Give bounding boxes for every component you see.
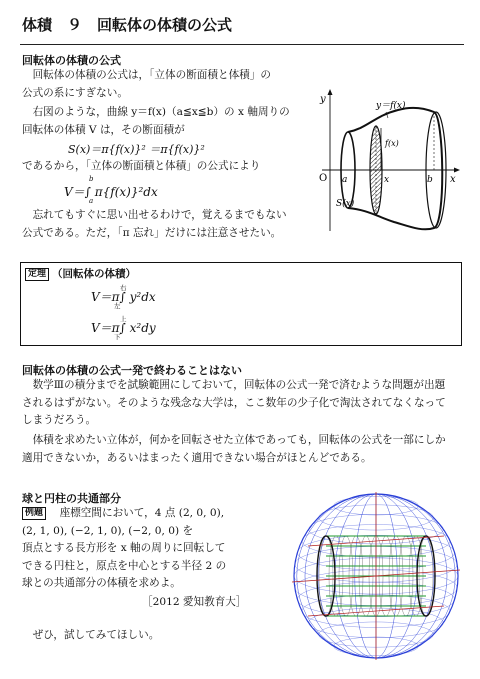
section-heading-sphere-cylinder: 球と円柱の共通部分: [22, 492, 121, 505]
solid-of-revolution-figure: [312, 86, 462, 236]
solid-outline: [348, 108, 442, 229]
example-tag: 例題: [22, 507, 46, 520]
s1-integral-upper: b: [89, 175, 94, 183]
s2-paragraph-2: 体積を求めたい立体が，何かを回転させた立体であっても，回転体の公式を一部にしか 適用できないか，あるいはまったく適用できない場合がほとんどである。: [22, 434, 446, 464]
curve-label: y＝f(x): [376, 101, 406, 111]
theorem-eq2-upper: 上: [120, 315, 127, 323]
x-axis-label: x: [450, 174, 456, 185]
a-label: a: [342, 175, 348, 185]
section-heading-volume-formula: 回転体の体積の公式: [22, 54, 121, 67]
theorem-title: （回転体の体積）: [52, 268, 137, 280]
closing-remark: ぜひ，試してみてほしい。: [22, 629, 160, 641]
origin-label: O: [319, 173, 328, 184]
sphere-cylinder-figure: [288, 488, 464, 664]
b-label: b: [427, 175, 433, 185]
theorem-eq1-lower: 左: [114, 302, 121, 310]
theorem-eq2-lower: 下: [114, 333, 121, 341]
theorem-heading: [25, 266, 136, 281]
s1-paragraph-1: 回転体の体積の公式は，「立体の断面積と体積」の 公式の系にすぎない。: [22, 69, 271, 99]
s1-paragraph-2: 右図のような，曲線 y＝f(x)（a≦x≦b）の x 軸周りの 回転体の体積 V は，その断面積が: [22, 106, 290, 136]
page-title: 体積 ９ 回転体の体積の公式: [22, 16, 233, 34]
theorem-tag: 定理: [25, 268, 49, 281]
header-rule: [20, 44, 464, 45]
s1-equation-cross-section: S(x)＝π{f(x)}² ＝π{f(x)}²: [68, 143, 205, 156]
fx-label: f(x): [385, 139, 399, 148]
problem-source: ［2012 愛知教育大］: [142, 596, 247, 608]
example-problem: 例題 座標空間において，4 点 (2, 0, 0), (2, 1, 0), (−2, 1, 0), (−2, 0, 0) を 頂点とする長方形を x 軸の周りに回転して できる円柱と，原点を中心とする半径 2 の 球との共通部分の体積を求めよ。: [22, 507, 227, 589]
theorem-eq1-upper: 右: [120, 284, 127, 292]
s2-paragraph-1: 数学Ⅲの積分までを試験範囲にしておいて，回転体の公式一発で済むような問題が出題 されるはずがない。そのような残念な大学は，ここ数年の少子化で淘汰されてなくなって しまうだろう。: [22, 379, 446, 426]
y-axis-label: y: [320, 94, 326, 105]
s1-integral-lower: a: [89, 197, 94, 205]
x-axis-arrow: [454, 168, 460, 173]
s1-equation-volume: V＝∫ π{f(x)}²dx: [64, 185, 158, 199]
s1-paragraph-4: 忘れてもすぐに思い出せるわけで，覚えるまでもない 公式である。ただ，「π 忘れ」だけには注意させたい。: [22, 209, 287, 239]
x-point-label: x: [384, 175, 390, 185]
theorem-box: [20, 262, 462, 346]
theorem-equation-dy: V＝π∫ x²dy: [91, 321, 156, 335]
s1-paragraph-3: であるから，「立体の断面積と体積」の公式により: [22, 160, 261, 172]
theorem-equation-dx: V＝π∫ y²dx: [91, 290, 156, 304]
section-heading-not-one-shot: 回転体の体積の公式一発で終わることはない: [22, 364, 242, 377]
s-label: S(x): [336, 199, 355, 209]
y-axis-arrow: [328, 89, 333, 95]
